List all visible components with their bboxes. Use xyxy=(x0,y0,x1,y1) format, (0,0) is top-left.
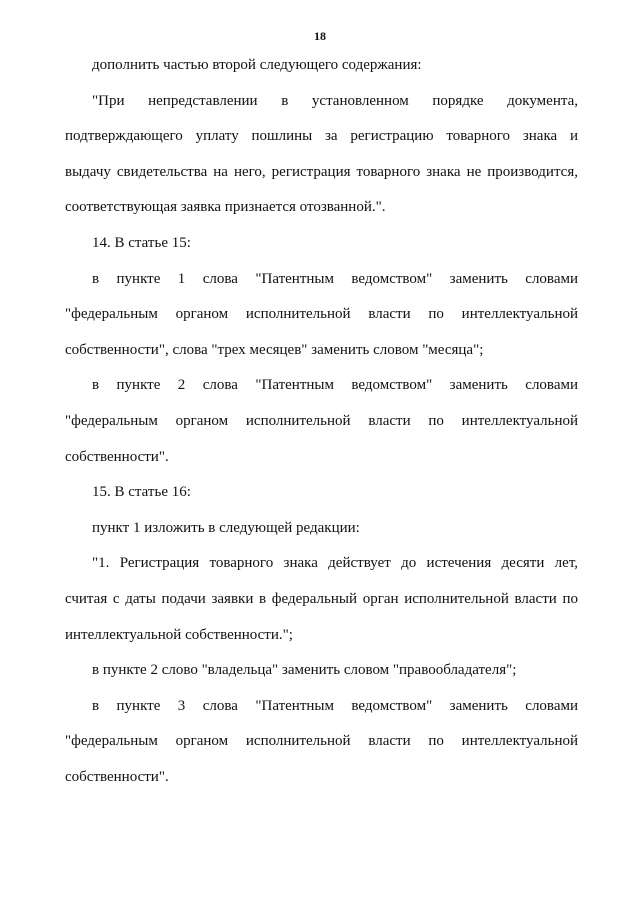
text-line: соответствующая заявка признается отозванной.". xyxy=(65,199,386,216)
text-line: "федеральным органом исполнительной власти по интеллектуальной xyxy=(65,733,578,750)
text-line: дополнить частью второй следующего содержания: xyxy=(92,57,422,73)
text-line: "федеральным органом исполнительной власти по интеллектуальной xyxy=(65,306,578,323)
text-line: в пункте 3 слова "Патентным ведомством" заменить словами xyxy=(92,697,578,714)
text-line: в пункте 1 слова "Патентным ведомством" заменить словами xyxy=(92,270,578,287)
text-line: подтверждающего уплату пошлины за регистрацию товарного знака и xyxy=(65,128,578,145)
text-line: в пункте 2 слово "владельца" заменить словом "правообладателя"; xyxy=(92,662,517,679)
text-line: собственности". xyxy=(65,768,169,785)
text-line: 15. В статье 16: xyxy=(92,484,191,501)
page-number: 18 xyxy=(314,29,326,43)
text-line: выдачу свидетельства на него, регистрация товарного знака не производится, xyxy=(65,163,578,180)
document-body xyxy=(65,48,578,795)
text-line: "1. Регистрация товарного знака действует до истечения десяти лет, xyxy=(92,555,578,572)
text-line: 14. В статье 15: xyxy=(92,234,191,251)
text-line: собственности". xyxy=(65,448,169,465)
text-line: "федеральным органом исполнительной власти по интеллектуальной xyxy=(65,412,578,429)
text-line: в пункте 2 слова "Патентным ведомством" заменить словами xyxy=(92,377,578,394)
text-line: "При непредставлении в установленном порядке документа, xyxy=(92,92,578,109)
text-line: собственности", слова "трех месяцев" заменить словом "месяца"; xyxy=(65,341,484,358)
text-line: пункт 1 изложить в следующей редакции: xyxy=(92,519,360,536)
text-line: считая с даты подачи заявки в федеральный орган исполнительной власти по xyxy=(65,590,578,607)
text-line: интеллектуальной собственности."; xyxy=(65,626,293,643)
